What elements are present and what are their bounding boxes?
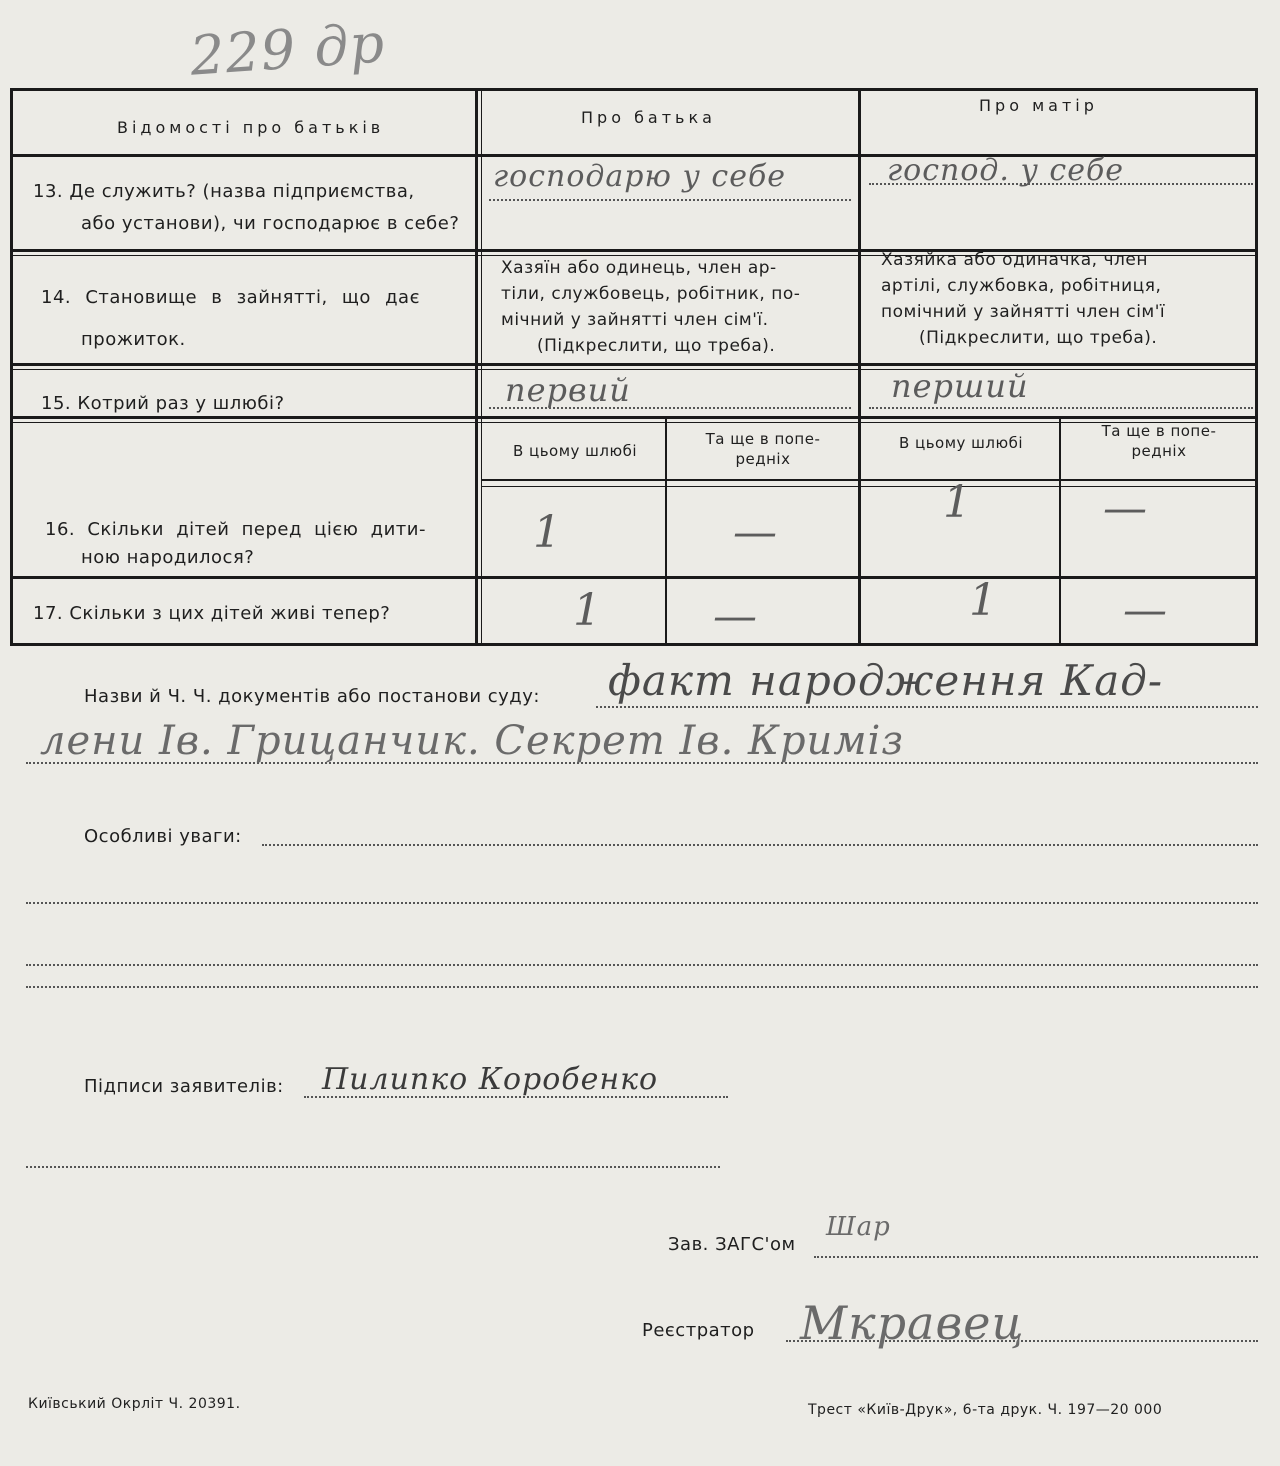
head-signature: Шар [826,1212,891,1242]
row16-label-2: ною народилося? [81,547,255,568]
row16-v4: — [1103,483,1148,534]
row17-v1: 1 [573,585,602,636]
subheader-mother-prev-2: редніх [1131,442,1187,460]
row15-label: 15. Котрий раз у шлюбі? [41,393,285,414]
row16-label-1: 16. Скільки дітей перед цією дити- [45,519,426,540]
row14-father-4: (Підкреслити, що треба). [537,336,776,356]
row17-v4: — [1123,585,1168,636]
header-mother: Про матір [979,96,1098,115]
documents-value-2: лени Ів. Грицанчик. Секрет Ів. Криміз [40,718,905,764]
row14-father-3: мічний у зайнятті член сім'ї. [501,310,769,330]
row14-mother-4: (Підкреслити, що треба). [919,328,1158,348]
parents-info-table [10,88,1258,646]
archive-number: 229 др [188,11,387,88]
documents-label: Назви й Ч. Ч. документів або постанови суду: [84,686,540,707]
row13-father-value: господарю у себе [493,159,787,194]
applicants-signature: Пилипко Коробенко [322,1062,659,1097]
header-parents-info: Відомості про батьків [117,118,385,137]
row13-mother-value: господ. у себе [887,153,1125,188]
row17-v3: 1 [969,575,998,626]
row17-label: 17. Скільки з цих дітей живі тепер? [33,603,391,624]
subheader-mother-this: В цьому шлюбі [898,434,1024,452]
row14-mother-3: помічний у зайнятті член сім'ї [881,302,1166,322]
row17-v2: — [713,591,758,642]
notes-label: Особливі уваги: [84,826,242,847]
head-registry-label: Зав. ЗАГС'ом [668,1234,796,1255]
row14-father-2: тіли, службовець, робітник, по- [501,284,801,304]
row14-mother-1: Хазяйка або одиначка, член [881,250,1148,270]
footer-printer-left: Київський Окрліт Ч. 20391. [28,1396,241,1412]
row14-label-1: 14. Становище в зайнятті, що дає [41,287,420,308]
header-father: Про батька [581,108,716,127]
subheader-father-this: В цьому шлюбі [512,442,638,460]
row16-v1: 1 [533,507,562,558]
row14-label-2: прожиток. [81,329,186,350]
registrar-label: Реєстратор [642,1320,755,1341]
row14-father-1: Хазяїн або одинець, член ар- [501,258,777,278]
row15-mother-value: перший [891,367,1029,405]
row13-label-2: або установи), чи господарює в себе? [81,213,460,234]
subheader-father-prev-1: Та ще в попе- [705,430,821,448]
row13-label-1: 13. Де служить? (назва підприємства, [33,181,415,202]
signatures-label: Підписи заявителів: [84,1076,284,1097]
registrar-signature: Мкравец [800,1296,1025,1350]
subheader-father-prev-2: редніх [735,450,791,468]
documents-value-1: факт народження Кад- [608,656,1164,705]
row15-father-value: первий [505,371,631,409]
row16-v2: — [733,507,778,558]
row14-mother-2: артілі, службовка, робітниця, [881,276,1162,296]
row16-v3: 1 [943,477,972,528]
footer-printer-right: Трест «Київ-Друк», 6-та друк. Ч. 197—20 000 [808,1402,1163,1418]
subheader-mother-prev-1: Та ще в попе- [1101,422,1217,440]
